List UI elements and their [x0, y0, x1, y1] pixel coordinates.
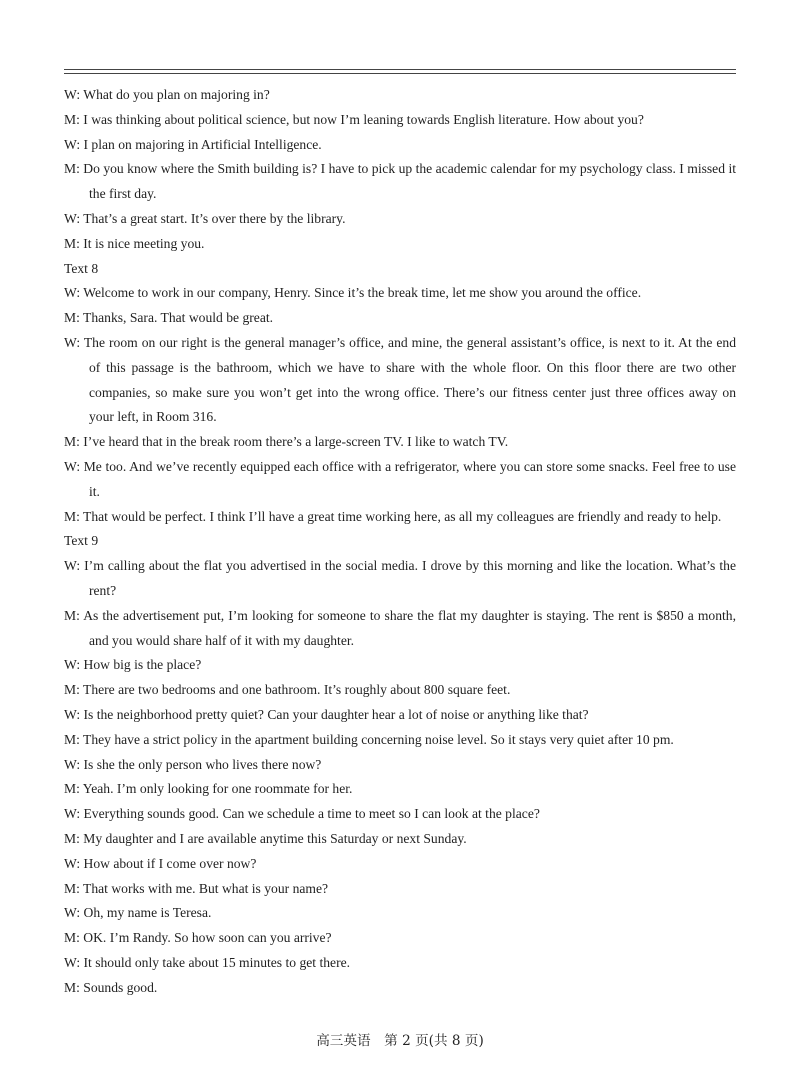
dialogue-line: M: My daughter and I are available anytime this Saturday or next Sunday. — [64, 830, 467, 846]
dialogue-line: W: Oh, my name is Teresa. — [64, 905, 212, 921]
header-rule-thick — [64, 69, 736, 70]
dialogue-line: W: That’s a great start. It’s over there by the library. — [64, 210, 346, 226]
dialogue-line: W: How about if I come over now? — [64, 855, 257, 871]
header-rule-thin — [64, 73, 736, 74]
dialogue-line: M: That would be perfect. I think I’ll have a great time working here, as all my colleagues are friendly and ready to help. — [64, 508, 722, 524]
dialogue-line: M: As the advertisement put, I’m looking for someone to share the flat my daughter is staying. The rent is $850 a month, and you would share half of it with my daughter. — [64, 607, 736, 648]
dialogue-line: M: They have a strict policy in the apartment building concerning noise level. So it stays very quiet after 10 pm. — [64, 731, 674, 747]
section-heading: Text 8 — [64, 260, 99, 276]
dialogue-line: M: I’ve heard that in the break room there’s a large-screen TV. I like to watch TV. — [64, 434, 509, 450]
dialogue-line: W: Is the neighborhood pretty quiet? Can your daughter hear a lot of noise or anything like that? — [64, 706, 589, 722]
dialogue-line: M: It is nice meeting you. — [64, 235, 205, 251]
dialogue-line: M: Do you know where the Smith building is? I have to pick up the academic calendar for my psychology class. I missed it the first day. — [64, 161, 736, 202]
section-heading: Text 9 — [64, 533, 99, 549]
dialogue-line: W: The room on our right is the general manager’s office, and mine, the general assistant’s office, is next to it. At the end of this passage is the bathroom, which we have to share with the whole floor. On this floor there are two other companies, so make sure you won’t get into the wrong office. There’s our fitness center just three offices away on your left, in Room 316. — [64, 334, 736, 425]
dialogue-line: W: It should only take about 15 minutes to get there. — [64, 954, 351, 970]
dialogue-line: W: Me too. And we’ve recently equipped each office with a refrigerator, where you can store some snacks. Feel free to use it. — [64, 458, 736, 499]
dialogue-line: M: That works with me. But what is your name? — [64, 880, 329, 896]
dialogue-line: M: OK. I’m Randy. So how soon can you arrive? — [64, 930, 332, 946]
dialogue-line: M: There are two bedrooms and one bathroom. It’s roughly about 800 square feet. — [64, 682, 511, 698]
page-footer: 高三英语 第 2 页(共 8 页) — [316, 1033, 484, 1049]
transcript-body — [64, 83, 736, 1000]
dialogue-line: W: Everything sounds good. Can we schedule a time to meet so I can look at the place? — [64, 806, 540, 822]
dialogue-line: M: Yeah. I’m only looking for one roommate for her. — [64, 781, 353, 797]
dialogue-line: M: Sounds good. — [64, 979, 158, 995]
dialogue-line: W: Welcome to work in our company, Henry. Since it’s the break time, let me show you around the office. — [64, 285, 642, 301]
dialogue-line: M: I was thinking about political science, but now I’m leaning towards English literature. How about you? — [64, 111, 644, 127]
dialogue-line: M: Thanks, Sara. That would be great. — [64, 310, 274, 326]
dialogue-line: W: I plan on majoring in Artificial Intelligence. — [64, 136, 322, 152]
dialogue-line: W: I’m calling about the flat you advertised in the social media. I drove by this morning and like the location. What’s the rent? — [64, 558, 736, 598]
dialogue-line: W: Is she the only person who lives there now? — [64, 756, 322, 772]
dialogue-line: W: How big is the place? — [64, 657, 202, 673]
dialogue-line: W: What do you plan on majoring in? — [64, 87, 270, 102]
